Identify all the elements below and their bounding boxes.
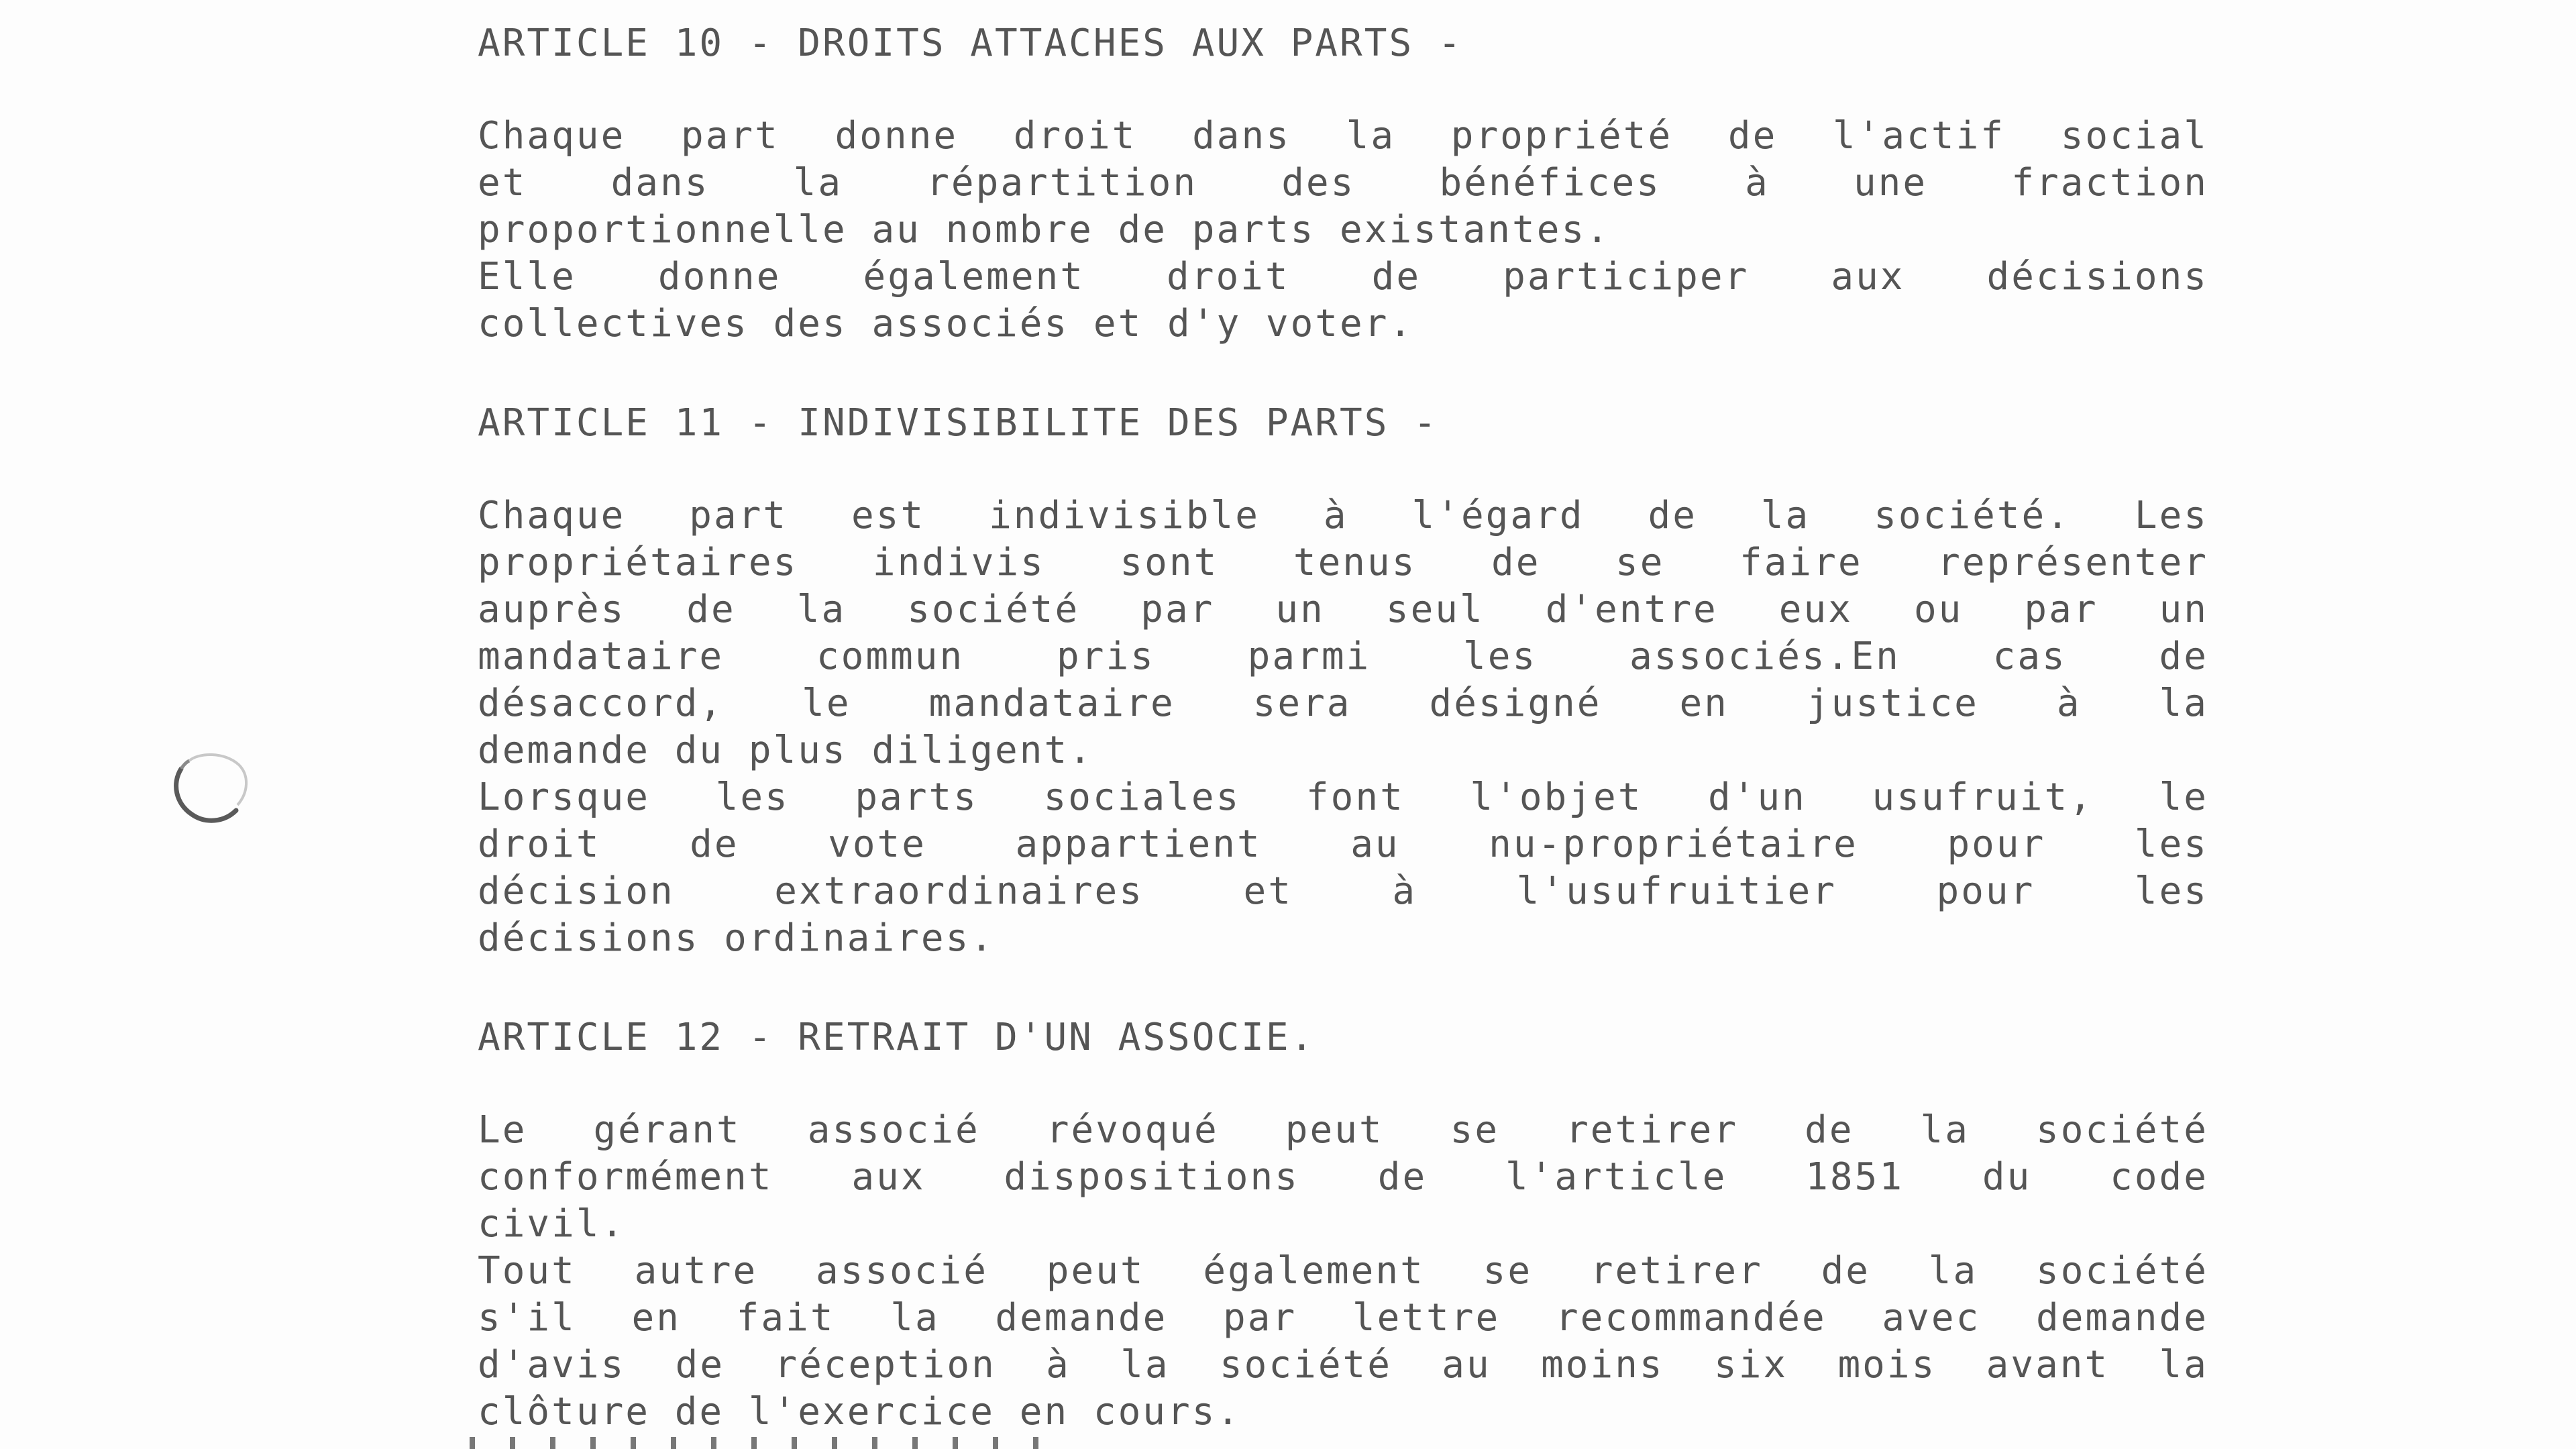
article-10-paragraph xyxy=(478,113,2208,347)
article-11-heading: ARTICLE 11 - INDIVISIBILITE DES PARTS - xyxy=(478,401,1438,445)
paragraph-line: s'il en fait la demande par lettre recommandée avec demande xyxy=(478,1296,2208,1340)
paragraph-line: collectives des associés et d'y voter. xyxy=(478,302,1414,345)
cut-off-text-line xyxy=(470,1437,1107,1449)
paragraph-line: Lorsque les parts sociales font l'objet d'un usufruit, le xyxy=(478,775,2208,819)
paragraph-line: mandataire commun pris parmi les associés.En cas de xyxy=(478,635,2208,678)
article-11-paragraph xyxy=(478,492,2208,962)
paragraph-line: propriétaires indivis sont tenus de se faire représenter xyxy=(478,541,2208,584)
paragraph-line: d'avis de réception à la société au moins six mois avant la xyxy=(478,1343,2208,1387)
paragraph-line: Chaque part donne droit dans la propriété de l'actif social xyxy=(478,114,2208,158)
paragraph-line: décisions ordinaires. xyxy=(478,916,996,960)
paragraph-line: auprès de la société par un seul d'entre eux ou par un xyxy=(478,588,2208,631)
punch-hole-mark xyxy=(166,746,252,825)
document-text xyxy=(478,20,2208,1436)
paragraph-line: Chaque part est indivisible à l'égard de la société. Les xyxy=(478,494,2208,537)
paragraph-line: clôture de l'exercice en cours. xyxy=(478,1390,1242,1434)
paragraph-line: Le gérant associé révoqué peut se retirer de la société xyxy=(478,1108,2208,1152)
paragraph-line: et dans la répartition des bénéfices à une fraction xyxy=(478,161,2208,205)
paragraph-line: conformément aux dispositions de l'article 1851 du code xyxy=(478,1155,2208,1199)
paragraph-line: décision extraordinaires et à l'usufruitier pour les xyxy=(478,869,2208,913)
paragraph-line: proportionnelle au nombre de parts existantes. xyxy=(478,208,1611,252)
paragraph-line: droit de vote appartient au nu-propriétaire pour les xyxy=(478,822,2208,866)
paragraph-line: demande du plus diligent. xyxy=(478,729,1093,772)
article-10-heading: ARTICLE 10 - DROITS ATTACHES AUX PARTS - xyxy=(478,21,1463,65)
paragraph-line: Elle donne également droit de participer aux décisions xyxy=(478,255,2208,299)
paragraph-line: civil. xyxy=(478,1202,626,1246)
paragraph-line: désaccord, le mandataire sera désigné en justice à la xyxy=(478,682,2208,725)
paragraph-line: Tout autre associé peut également se retirer de la société xyxy=(478,1249,2208,1293)
article-12-paragraph xyxy=(478,1107,2208,1436)
article-12-heading: ARTICLE 12 - RETRAIT D'UN ASSOCIE. xyxy=(478,1016,1316,1059)
